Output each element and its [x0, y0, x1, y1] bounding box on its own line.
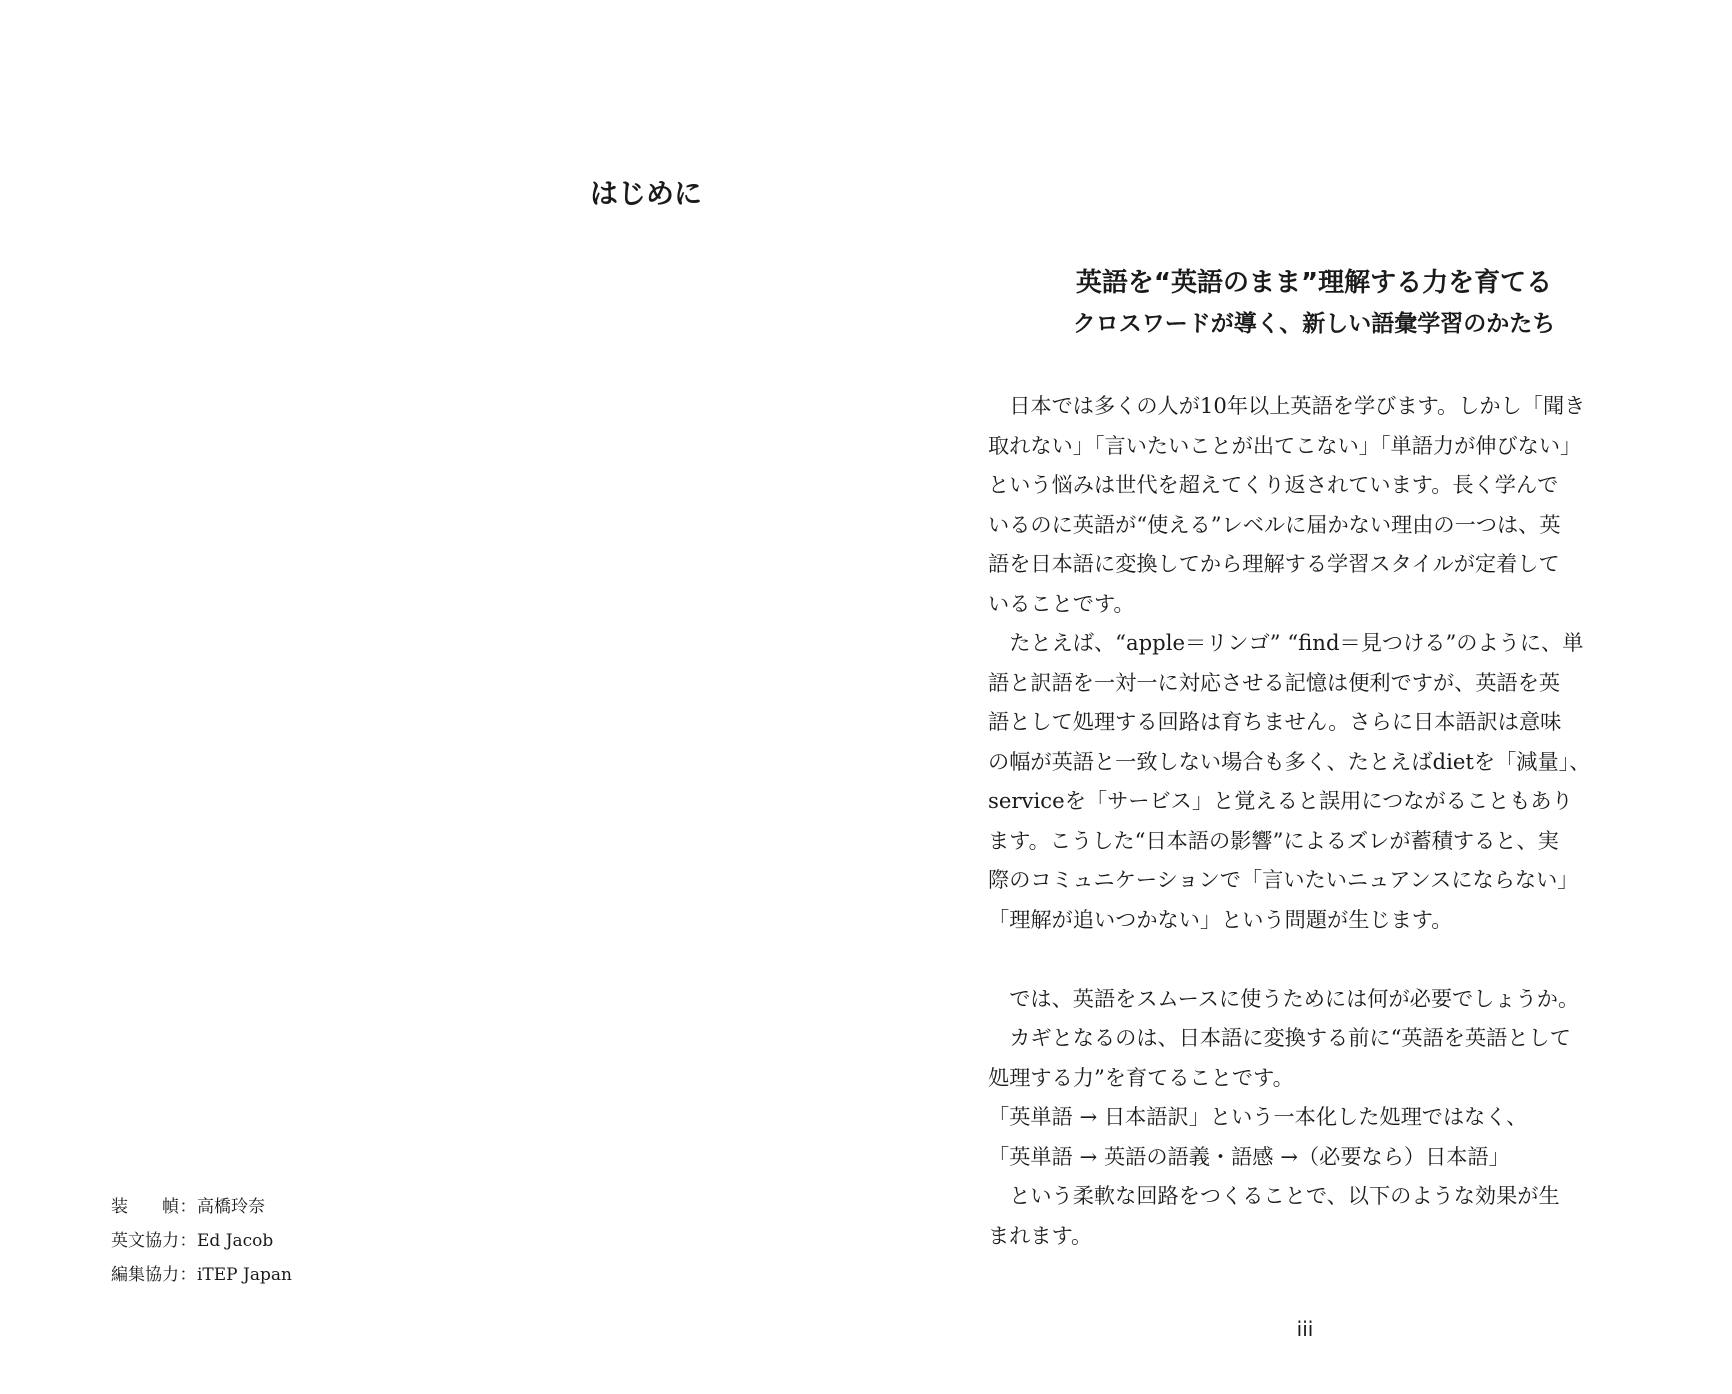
credit-name: 高橋玲奈: [197, 1197, 265, 1217]
body-line: という柔軟な回路をつくることで、以下のような効果が生: [988, 1183, 1560, 1208]
body-line: 際のコミュニケーションで「言いたいニュアンスにならない」: [988, 867, 1579, 892]
body-line: 語として処理する回路は育ちません。さらに日本語訳は意味: [988, 709, 1562, 734]
page-number: iii: [1296, 1317, 1314, 1341]
body-line: 取れない」「言いたいことが出てこない」「単語力が伸びない」: [988, 432, 1582, 458]
body-line: serviceを「サービス」と覚えると誤用につながることもあり: [988, 788, 1573, 813]
heading-main: 英語を“英語のまま”理解する力を育てる: [1075, 268, 1553, 298]
credit-separator: ：: [179, 1231, 197, 1251]
body-line: たとえば、“apple＝リンゴ” “find＝見つける”のように、単: [988, 630, 1584, 655]
body-line: まれます。: [988, 1222, 1093, 1248]
credit-name: Ed Jacob: [197, 1231, 274, 1251]
credit-role: 編集協力: [111, 1265, 179, 1285]
body-line: の幅が英語と一致しない場合も多く、たとえばdietを「減量」、: [988, 748, 1591, 774]
body-line: いることです。: [988, 590, 1135, 616]
credits: [111, 1190, 292, 1292]
credit-name: iTEP Japan: [197, 1265, 292, 1285]
credit-line: [111, 1258, 292, 1292]
body-line: 「理解が追いつかない」という問題が生じます。: [988, 906, 1453, 932]
body-line: 日本では多くの人が10年以上英語を学びます。しかし「聞き: [988, 393, 1586, 418]
credit-separator: ：: [179, 1197, 197, 1217]
body-line: 「英単語 → 英語の語義・語感 →（必要なら）日本語」: [988, 1143, 1510, 1169]
credit-role: 装幀: [111, 1197, 179, 1217]
body-line: 語と訳語を一対一に対応させる記憶は便利ですが、英語を英: [988, 669, 1561, 695]
heading-sub: クロスワードが導く、新しい語彙学習のかたち: [1072, 311, 1556, 337]
chapter-title-text: はじめに: [589, 177, 702, 210]
body-line: 語を日本語に変換してから理解する学習スタイルが定着して: [988, 551, 1560, 576]
body-line: 「英単語 → 日本語訳」という一本化した処理ではなく、: [988, 1104, 1528, 1129]
body-text: [988, 386, 1638, 1255]
credit-separator: ：: [179, 1265, 197, 1285]
body-line: カギとなるのは、日本語に変換する前に“英語を英語として: [988, 1025, 1571, 1050]
credit-line: [111, 1190, 292, 1224]
body-line: 処理する力”を育てることです。: [988, 1064, 1294, 1090]
credit-line: [111, 1224, 292, 1258]
section-heading: [984, 262, 1644, 344]
body-line: ます。こうした“日本語の影響”によるズレが蓄積すると、実: [988, 827, 1559, 853]
body-line: いるのに英語が“使える”レベルに届かない理由の一つは、英: [988, 511, 1561, 537]
chapter-title: [0, 174, 1732, 214]
body-line: では、英語をスムースに使うためには何が必要でしょうか。: [988, 985, 1580, 1011]
body-line: という悩みは世代を超えてくり返されています。長く学んで: [988, 472, 1559, 497]
paragraph-gap: [988, 939, 1638, 979]
credit-role: 英文協力: [111, 1231, 179, 1251]
